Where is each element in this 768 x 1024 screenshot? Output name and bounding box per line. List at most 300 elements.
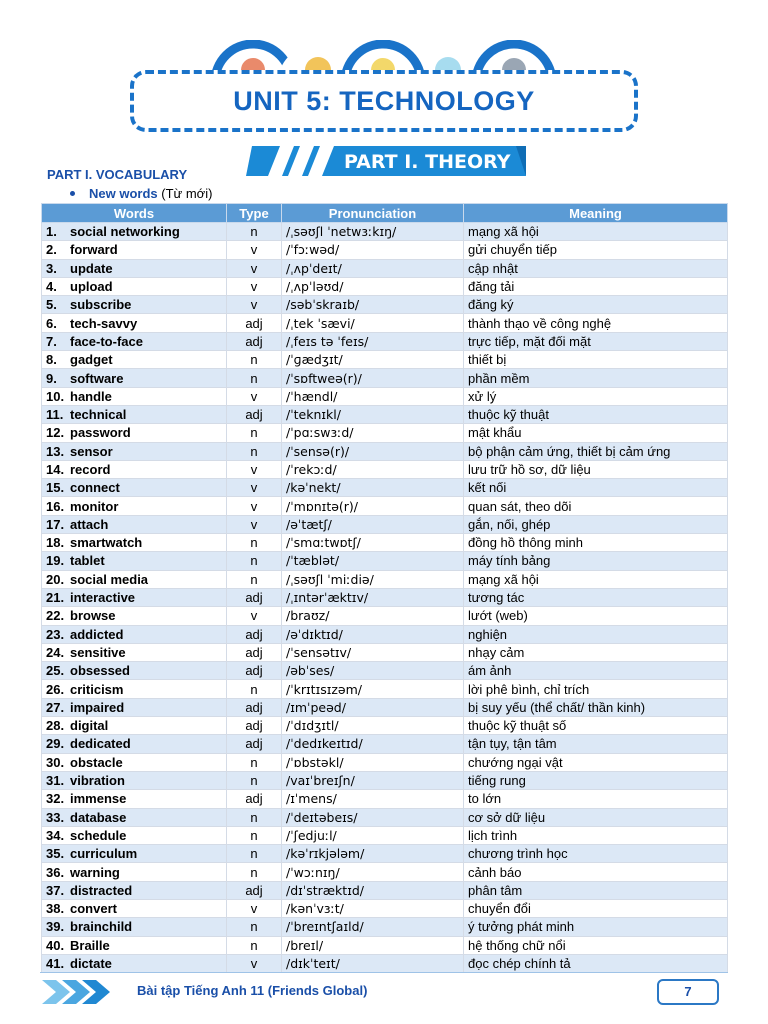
word-cell xyxy=(42,424,227,442)
pronunciation-cell: /ˈbreɪntʃaɪld/ xyxy=(282,918,464,936)
table-row xyxy=(42,351,728,369)
row-number: 23. xyxy=(46,626,65,642)
word-cell xyxy=(42,826,227,844)
word-text: criticism xyxy=(70,681,124,697)
meaning-cell: nhạy cảm xyxy=(464,643,728,661)
type-cell: n xyxy=(227,351,282,369)
meaning-cell: cơ sở dữ liệu xyxy=(464,808,728,826)
word-text: schedule xyxy=(70,827,127,843)
row-number: 14. xyxy=(46,462,65,477)
pronunciation-cell: /ˈwɔːnɪŋ/ xyxy=(282,863,464,881)
meaning-cell: đăng tải xyxy=(464,277,728,295)
word-text: update xyxy=(70,260,113,276)
row-number: 4. xyxy=(46,279,57,295)
type-cell: adj xyxy=(227,588,282,606)
table-row xyxy=(42,790,728,808)
pronunciation-cell: /ˈmɒnɪtə(r)/ xyxy=(282,497,464,515)
word-cell xyxy=(42,808,227,826)
row-number: 26. xyxy=(46,681,65,697)
unit-title-frame xyxy=(130,70,638,132)
word-cell xyxy=(42,223,227,241)
bullet-icon xyxy=(70,191,75,196)
unit-title: UNIT 5: TECHNOLOGY xyxy=(233,86,535,116)
word-cell xyxy=(42,954,227,972)
row-number: 13. xyxy=(46,443,65,459)
word-cell xyxy=(42,497,227,515)
table-row xyxy=(42,332,728,350)
word-cell xyxy=(42,717,227,735)
word-text: face-to-face xyxy=(70,333,143,349)
meaning-cell: lời phê bình, chỉ trích xyxy=(464,680,728,698)
word-cell xyxy=(42,863,227,881)
pronunciation-cell: /ˈɒbstəkl/ xyxy=(282,753,464,771)
row-number: 35. xyxy=(46,846,65,862)
word-cell xyxy=(42,241,227,259)
word-cell xyxy=(42,918,227,936)
table-row xyxy=(42,826,728,844)
meaning-cell: quan sát, theo dõi xyxy=(464,497,728,515)
footer-divider xyxy=(40,972,728,973)
type-cell: n xyxy=(227,845,282,863)
type-cell: n xyxy=(227,680,282,698)
word-cell xyxy=(42,570,227,588)
pronunciation-cell: /ˌsəʊʃl ˈmiːdiə/ xyxy=(282,570,464,588)
word-text: interactive xyxy=(70,590,136,606)
table-row xyxy=(42,643,728,661)
word-text: handle xyxy=(70,388,112,404)
table-row xyxy=(42,863,728,881)
word-text: curriculum xyxy=(70,846,138,862)
word-cell xyxy=(42,771,227,789)
type-cell: adj xyxy=(227,735,282,753)
word-text: technical xyxy=(70,407,127,423)
type-cell: v xyxy=(227,607,282,625)
type-cell: adj xyxy=(227,881,282,899)
word-text: browse xyxy=(70,608,116,624)
pronunciation-cell: /breɪl/ xyxy=(282,936,464,954)
row-number: 33. xyxy=(46,809,65,825)
meaning-cell: kết nối xyxy=(464,479,728,497)
word-text: dedicated xyxy=(70,736,131,752)
meaning-cell: tiếng rung xyxy=(464,771,728,789)
part-heading: PART I. VOCABULARY xyxy=(47,167,188,182)
type-cell: adj xyxy=(227,314,282,332)
type-cell: n xyxy=(227,753,282,771)
row-number: 11. xyxy=(46,407,64,423)
pronunciation-cell: /kənˈvɜːt/ xyxy=(282,899,464,917)
word-cell xyxy=(42,753,227,771)
table-row xyxy=(42,662,728,680)
row-number: 8. xyxy=(46,352,57,368)
pronunciation-cell: /ˈsensə(r)/ xyxy=(282,442,464,460)
table-row xyxy=(42,698,728,716)
meaning-cell: trực tiếp, mặt đối mặt xyxy=(464,332,728,350)
row-number: 41. xyxy=(46,956,65,972)
meaning-cell: máy tính bảng xyxy=(464,552,728,570)
meaning-cell: thành thạo về công nghệ xyxy=(464,314,728,332)
type-cell: n xyxy=(227,826,282,844)
pronunciation-cell: /ˈpɑːswɜːd/ xyxy=(282,424,464,442)
word-text: sensor xyxy=(70,443,113,459)
table-row xyxy=(42,442,728,460)
meaning-cell: xử lý xyxy=(464,387,728,405)
vocabulary-table xyxy=(41,203,728,973)
type-cell: v xyxy=(227,277,282,295)
word-text: tech-savvy xyxy=(70,315,138,331)
word-cell xyxy=(42,515,227,533)
table-row xyxy=(42,954,728,972)
pronunciation-cell: /kəˈnekt/ xyxy=(282,479,464,497)
type-cell: n xyxy=(227,534,282,552)
row-number: 38. xyxy=(46,901,65,917)
word-text: obstacle xyxy=(70,754,123,770)
table-row xyxy=(42,570,728,588)
type-cell: n xyxy=(227,771,282,789)
meaning-cell: tận tụy, tận tâm xyxy=(464,735,728,753)
word-text: social networking xyxy=(70,224,180,240)
type-cell: n xyxy=(227,808,282,826)
word-cell xyxy=(42,607,227,625)
pronunciation-cell: /ɪˈmens/ xyxy=(282,790,464,808)
table-row xyxy=(42,771,728,789)
type-cell: v xyxy=(227,515,282,533)
pronunciation-cell: /ˈsmɑːtwɒtʃ/ xyxy=(282,534,464,552)
word-text: dictate xyxy=(70,956,112,972)
meaning-cell: cảnh báo xyxy=(464,863,728,881)
type-cell: n xyxy=(227,936,282,954)
word-text: warning xyxy=(70,864,120,880)
table-row xyxy=(42,369,728,387)
row-number: 18. xyxy=(46,535,65,551)
pronunciation-cell: /dɪˈstræktɪd/ xyxy=(282,881,464,899)
meaning-cell: tương tác xyxy=(464,588,728,606)
row-number: 3. xyxy=(46,260,57,276)
table-row xyxy=(42,881,728,899)
row-number: 36. xyxy=(46,864,65,880)
table-row xyxy=(42,479,728,497)
meaning-cell: bị suy yếu (thể chất/ thần kinh) xyxy=(464,698,728,716)
meaning-cell: đồng hồ thông minh xyxy=(464,534,728,552)
meaning-cell: nghiện xyxy=(464,625,728,643)
word-text: upload xyxy=(70,279,113,295)
row-number: 29. xyxy=(46,736,65,752)
word-text: vibration xyxy=(70,773,125,789)
type-cell: adj xyxy=(227,405,282,423)
meaning-cell: thiết bị xyxy=(464,351,728,369)
type-cell: v xyxy=(227,296,282,314)
word-text: convert xyxy=(70,901,117,917)
table-row xyxy=(42,607,728,625)
meaning-cell: đăng ký xyxy=(464,296,728,314)
table-row xyxy=(42,387,728,405)
meaning-cell: chương trình học xyxy=(464,845,728,863)
word-cell xyxy=(42,405,227,423)
pronunciation-cell: /vaɪˈbreɪʃn/ xyxy=(282,771,464,789)
pronunciation-cell: /ˌtek ˈsævi/ xyxy=(282,314,464,332)
row-number: 5. xyxy=(46,297,57,313)
table-row xyxy=(42,845,728,863)
meaning-cell: đọc chép chính tả xyxy=(464,954,728,972)
pronunciation-cell: /ˈsɒftweə(r)/ xyxy=(282,369,464,387)
type-cell: n xyxy=(227,863,282,881)
table-row xyxy=(42,808,728,826)
column-header-pronunciation: Pronunciation xyxy=(282,204,464,223)
word-cell xyxy=(42,369,227,387)
pronunciation-cell: /ˈdɪdʒɪtl/ xyxy=(282,717,464,735)
table-row xyxy=(42,223,728,241)
table-header-row xyxy=(42,204,728,223)
row-number: 34. xyxy=(46,827,65,843)
row-number: 32. xyxy=(46,791,65,807)
word-text: digital xyxy=(70,718,109,734)
type-cell: v xyxy=(227,387,282,405)
word-cell xyxy=(42,881,227,899)
type-cell: n xyxy=(227,223,282,241)
row-number: 20. xyxy=(46,571,65,587)
word-text: obsessed xyxy=(70,663,130,679)
word-cell xyxy=(42,387,227,405)
word-cell xyxy=(42,534,227,552)
meaning-cell: lướt (web) xyxy=(464,607,728,625)
pronunciation-cell: /səbˈskraɪb/ xyxy=(282,296,464,314)
type-cell: v xyxy=(227,259,282,277)
meaning-cell: ám ảnh xyxy=(464,662,728,680)
type-cell: n xyxy=(227,918,282,936)
column-header-words: Words xyxy=(42,204,227,223)
meaning-cell: lưu trữ hồ sơ, dữ liệu xyxy=(464,460,728,478)
pronunciation-cell: /ˌʌpˈdeɪt/ xyxy=(282,259,464,277)
row-number: 2. xyxy=(46,242,57,258)
row-number: 16. xyxy=(46,498,65,514)
word-cell xyxy=(42,662,227,680)
word-text: monitor xyxy=(70,498,119,514)
meaning-cell: mật khẩu xyxy=(464,424,728,442)
word-cell xyxy=(42,680,227,698)
row-number: 22. xyxy=(46,608,65,624)
table-row xyxy=(42,497,728,515)
word-text: tablet xyxy=(70,553,105,569)
word-cell xyxy=(42,296,227,314)
word-cell xyxy=(42,790,227,808)
word-text: distracted xyxy=(70,882,133,898)
pronunciation-cell: /ˈhændl/ xyxy=(282,387,464,405)
footer-book-title: Bài tập Tiếng Anh 11 (Friends Global) xyxy=(137,983,368,998)
table-row xyxy=(42,753,728,771)
word-text: impaired xyxy=(70,699,125,715)
word-cell xyxy=(42,845,227,863)
table-row xyxy=(42,534,728,552)
table-row xyxy=(42,936,728,954)
word-text: record xyxy=(70,462,111,477)
column-header-meaning: Meaning xyxy=(464,204,728,223)
pronunciation-cell: /əbˈses/ xyxy=(282,662,464,680)
row-number: 6. xyxy=(46,315,57,331)
meaning-cell: phân tâm xyxy=(464,881,728,899)
word-cell xyxy=(42,277,227,295)
word-text: Braille xyxy=(70,937,110,953)
word-text: immense xyxy=(70,791,127,807)
type-cell: n xyxy=(227,369,282,387)
pronunciation-cell: /ˈtæblət/ xyxy=(282,552,464,570)
type-cell: adj xyxy=(227,332,282,350)
pronunciation-cell: /ɪmˈpeəd/ xyxy=(282,698,464,716)
type-cell: v xyxy=(227,954,282,972)
pronunciation-cell: /ˌʌpˈləʊd/ xyxy=(282,277,464,295)
type-cell: v xyxy=(227,241,282,259)
column-header-type: Type xyxy=(227,204,282,223)
type-cell: adj xyxy=(227,790,282,808)
row-number: 1. xyxy=(46,224,57,240)
word-text: smartwatch xyxy=(70,535,143,551)
type-cell: adj xyxy=(227,662,282,680)
meaning-cell: hệ thống chữ nổi xyxy=(464,936,728,954)
table-row xyxy=(42,259,728,277)
table-row xyxy=(42,625,728,643)
type-cell: adj xyxy=(227,717,282,735)
new-words-note: (Từ mới) xyxy=(161,186,213,201)
new-words-bullet xyxy=(70,186,212,201)
pronunciation-cell: /kəˈrɪkjələm/ xyxy=(282,845,464,863)
chevron-right-icon xyxy=(40,978,120,1006)
table-row xyxy=(42,899,728,917)
type-cell: n xyxy=(227,424,282,442)
row-number: 30. xyxy=(46,754,65,770)
row-number: 28. xyxy=(46,718,65,734)
pronunciation-cell: /əˈtætʃ/ xyxy=(282,515,464,533)
pronunciation-cell: /ˌfeɪs tə ˈfeɪs/ xyxy=(282,332,464,350)
meaning-cell: mạng xã hội xyxy=(464,223,728,241)
type-cell: adj xyxy=(227,698,282,716)
word-text: sensitive xyxy=(70,644,126,660)
word-cell xyxy=(42,259,227,277)
word-text: database xyxy=(70,809,127,825)
row-number: 7. xyxy=(46,333,57,349)
pronunciation-cell: /ˈteknɪkl/ xyxy=(282,405,464,423)
meaning-cell: to lớn xyxy=(464,790,728,808)
type-cell: n xyxy=(227,552,282,570)
table-row xyxy=(42,314,728,332)
meaning-cell: thuộc kỹ thuật xyxy=(464,405,728,423)
word-text: subscribe xyxy=(70,297,132,313)
pronunciation-cell: /braʊz/ xyxy=(282,607,464,625)
pronunciation-cell: /ˈkrɪtɪsɪzəm/ xyxy=(282,680,464,698)
word-text: password xyxy=(70,425,131,441)
table-row xyxy=(42,552,728,570)
pronunciation-cell: /dɪkˈteɪt/ xyxy=(282,954,464,972)
meaning-cell: lịch trình xyxy=(464,826,728,844)
row-number: 21. xyxy=(46,590,65,606)
row-number: 39. xyxy=(46,919,65,935)
table-row xyxy=(42,735,728,753)
table-row xyxy=(42,918,728,936)
word-cell xyxy=(42,314,227,332)
word-cell xyxy=(42,735,227,753)
word-cell xyxy=(42,899,227,917)
meaning-cell: cập nhật xyxy=(464,259,728,277)
type-cell: adj xyxy=(227,643,282,661)
type-cell: v xyxy=(227,899,282,917)
word-cell xyxy=(42,479,227,497)
section-banner-label: PART I. THEORY xyxy=(344,151,511,173)
word-text: connect xyxy=(70,480,120,496)
pronunciation-cell: /ˈʃedjuːl/ xyxy=(282,826,464,844)
row-number: 25. xyxy=(46,663,65,679)
table-row xyxy=(42,424,728,442)
table-row xyxy=(42,588,728,606)
table-row xyxy=(42,515,728,533)
table-row xyxy=(42,717,728,735)
row-number: 40. xyxy=(46,937,65,953)
row-number: 9. xyxy=(46,370,57,386)
table-row xyxy=(42,460,728,478)
meaning-cell: bộ phận cảm ứng, thiết bị cảm ứng xyxy=(464,442,728,460)
type-cell: adj xyxy=(227,625,282,643)
word-cell xyxy=(42,588,227,606)
table-row xyxy=(42,296,728,314)
word-cell xyxy=(42,351,227,369)
row-number: 24. xyxy=(46,644,65,660)
word-text: forward xyxy=(70,242,118,258)
pronunciation-cell: /ˌɪntərˈæktɪv/ xyxy=(282,588,464,606)
row-number: 12. xyxy=(46,425,65,441)
meaning-cell: chướng ngại vật xyxy=(464,753,728,771)
meaning-cell: ý tưởng phát minh xyxy=(464,918,728,936)
word-cell xyxy=(42,936,227,954)
word-cell xyxy=(42,625,227,643)
row-number: 19. xyxy=(46,553,65,569)
word-cell xyxy=(42,552,227,570)
word-cell xyxy=(42,442,227,460)
row-number: 31. xyxy=(46,773,65,789)
pronunciation-cell: /ˌsəʊʃl ˈnetwɜːkɪŋ/ xyxy=(282,223,464,241)
word-text: social media xyxy=(70,571,149,587)
pronunciation-cell: /ˈdeɪtəbeɪs/ xyxy=(282,808,464,826)
word-cell xyxy=(42,698,227,716)
type-cell: v xyxy=(227,497,282,515)
type-cell: n xyxy=(227,442,282,460)
row-number: 17. xyxy=(46,516,65,532)
row-number: 37. xyxy=(46,882,65,898)
type-cell: v xyxy=(227,460,282,478)
word-cell xyxy=(42,332,227,350)
word-cell xyxy=(42,460,227,478)
row-number: 10. xyxy=(46,388,65,404)
type-cell: n xyxy=(227,570,282,588)
word-text: addicted xyxy=(70,626,124,642)
word-text: attach xyxy=(70,516,109,532)
meaning-cell: mạng xã hội xyxy=(464,570,728,588)
meaning-cell: thuộc kỹ thuật số xyxy=(464,717,728,735)
pronunciation-cell: /ˈfɔːwəd/ xyxy=(282,241,464,259)
pronunciation-cell: /ˈrekɔːd/ xyxy=(282,460,464,478)
row-number: 15. xyxy=(46,480,65,496)
table-row xyxy=(42,680,728,698)
pronunciation-cell: /əˈdɪktɪd/ xyxy=(282,625,464,643)
word-text: brainchild xyxy=(70,919,133,935)
pronunciation-cell: /ˈdedɪkeɪtɪd/ xyxy=(282,735,464,753)
new-words-label: New words xyxy=(89,186,158,201)
type-cell: v xyxy=(227,479,282,497)
word-text: gadget xyxy=(70,352,113,368)
pronunciation-cell: /ˈɡædʒɪt/ xyxy=(282,351,464,369)
meaning-cell: phần mềm xyxy=(464,369,728,387)
table-row xyxy=(42,241,728,259)
row-number: 27. xyxy=(46,699,65,715)
word-cell xyxy=(42,643,227,661)
table-row xyxy=(42,405,728,423)
meaning-cell: gửi chuyển tiếp xyxy=(464,241,728,259)
pronunciation-cell: /ˈsensətɪv/ xyxy=(282,643,464,661)
